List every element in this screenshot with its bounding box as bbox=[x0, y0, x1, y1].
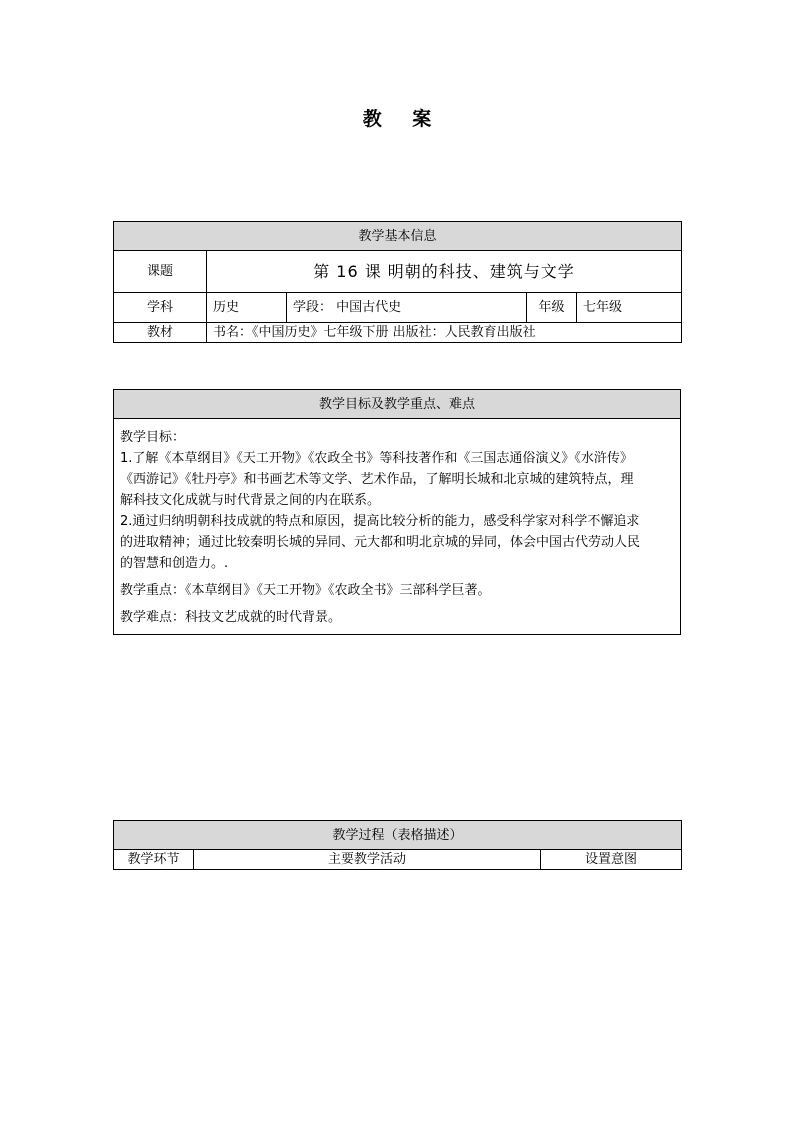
grade-value: 七年级 bbox=[577, 293, 682, 323]
goals-header: 教学目标及教学重点、难点 bbox=[114, 390, 681, 419]
process-header: 教学过程（表格描述） bbox=[114, 821, 682, 850]
goal-line: 教学目标： bbox=[120, 430, 186, 445]
goal-line: 的进取精神；通过比较秦明长城的异同、元大都和明北京城的异同，体会中国古代劳动人民 bbox=[120, 535, 641, 550]
goal-line: 1.了解《本草纲目》《天工开物》《农政全书》等科技著作和《三国志通俗演义》《水浒传》 bbox=[120, 451, 633, 466]
goal-line: 解科技文化成就与时代背景之间的内在联系。 bbox=[120, 493, 381, 508]
basic-info-table bbox=[113, 221, 682, 343]
difficulty: 教学难点：科技文艺成就的时代背景。 bbox=[120, 610, 342, 625]
grade-label: 年级 bbox=[527, 293, 577, 323]
stage-field: 学段： 中国古代史 bbox=[287, 293, 527, 323]
basic-info-header: 教学基本信息 bbox=[114, 222, 682, 251]
process-col-activities: 主要教学活动 bbox=[194, 850, 541, 870]
textbook-label: 教材 bbox=[114, 323, 207, 343]
document-title: 教 案 bbox=[362, 108, 444, 130]
goal-line: 2.通过归纳明朝科技成就的特点和原因，提高比较分析的能力，感受科学家对科学不懈追求 bbox=[120, 514, 640, 529]
goal-line: 《西游记》《牡丹亭》和书画艺术等文学、艺术作品，了解明长城和北京城的建筑特点，理 bbox=[120, 472, 634, 487]
goals-body bbox=[114, 419, 681, 635]
process-table bbox=[113, 820, 682, 870]
key-point: 教学重点：《本草纲目》《天工开物》《农政全书》三部科学巨著。 bbox=[120, 583, 491, 598]
textbook-value: 书名：《中国历史》七年级下册 出版社：人民教育出版社 bbox=[207, 323, 682, 343]
topic-value: 第 16 课 明朝的科技、建筑与文学 bbox=[207, 251, 682, 293]
goal-line: 的智慧和创造力。. bbox=[120, 556, 229, 571]
process-col-stage: 教学环节 bbox=[114, 850, 194, 870]
topic-label: 课题 bbox=[114, 251, 207, 293]
goals-table bbox=[113, 389, 681, 635]
process-col-intent: 设置意图 bbox=[541, 850, 682, 870]
subject-label: 学科 bbox=[114, 293, 207, 323]
subject-value: 历史 bbox=[207, 293, 287, 323]
